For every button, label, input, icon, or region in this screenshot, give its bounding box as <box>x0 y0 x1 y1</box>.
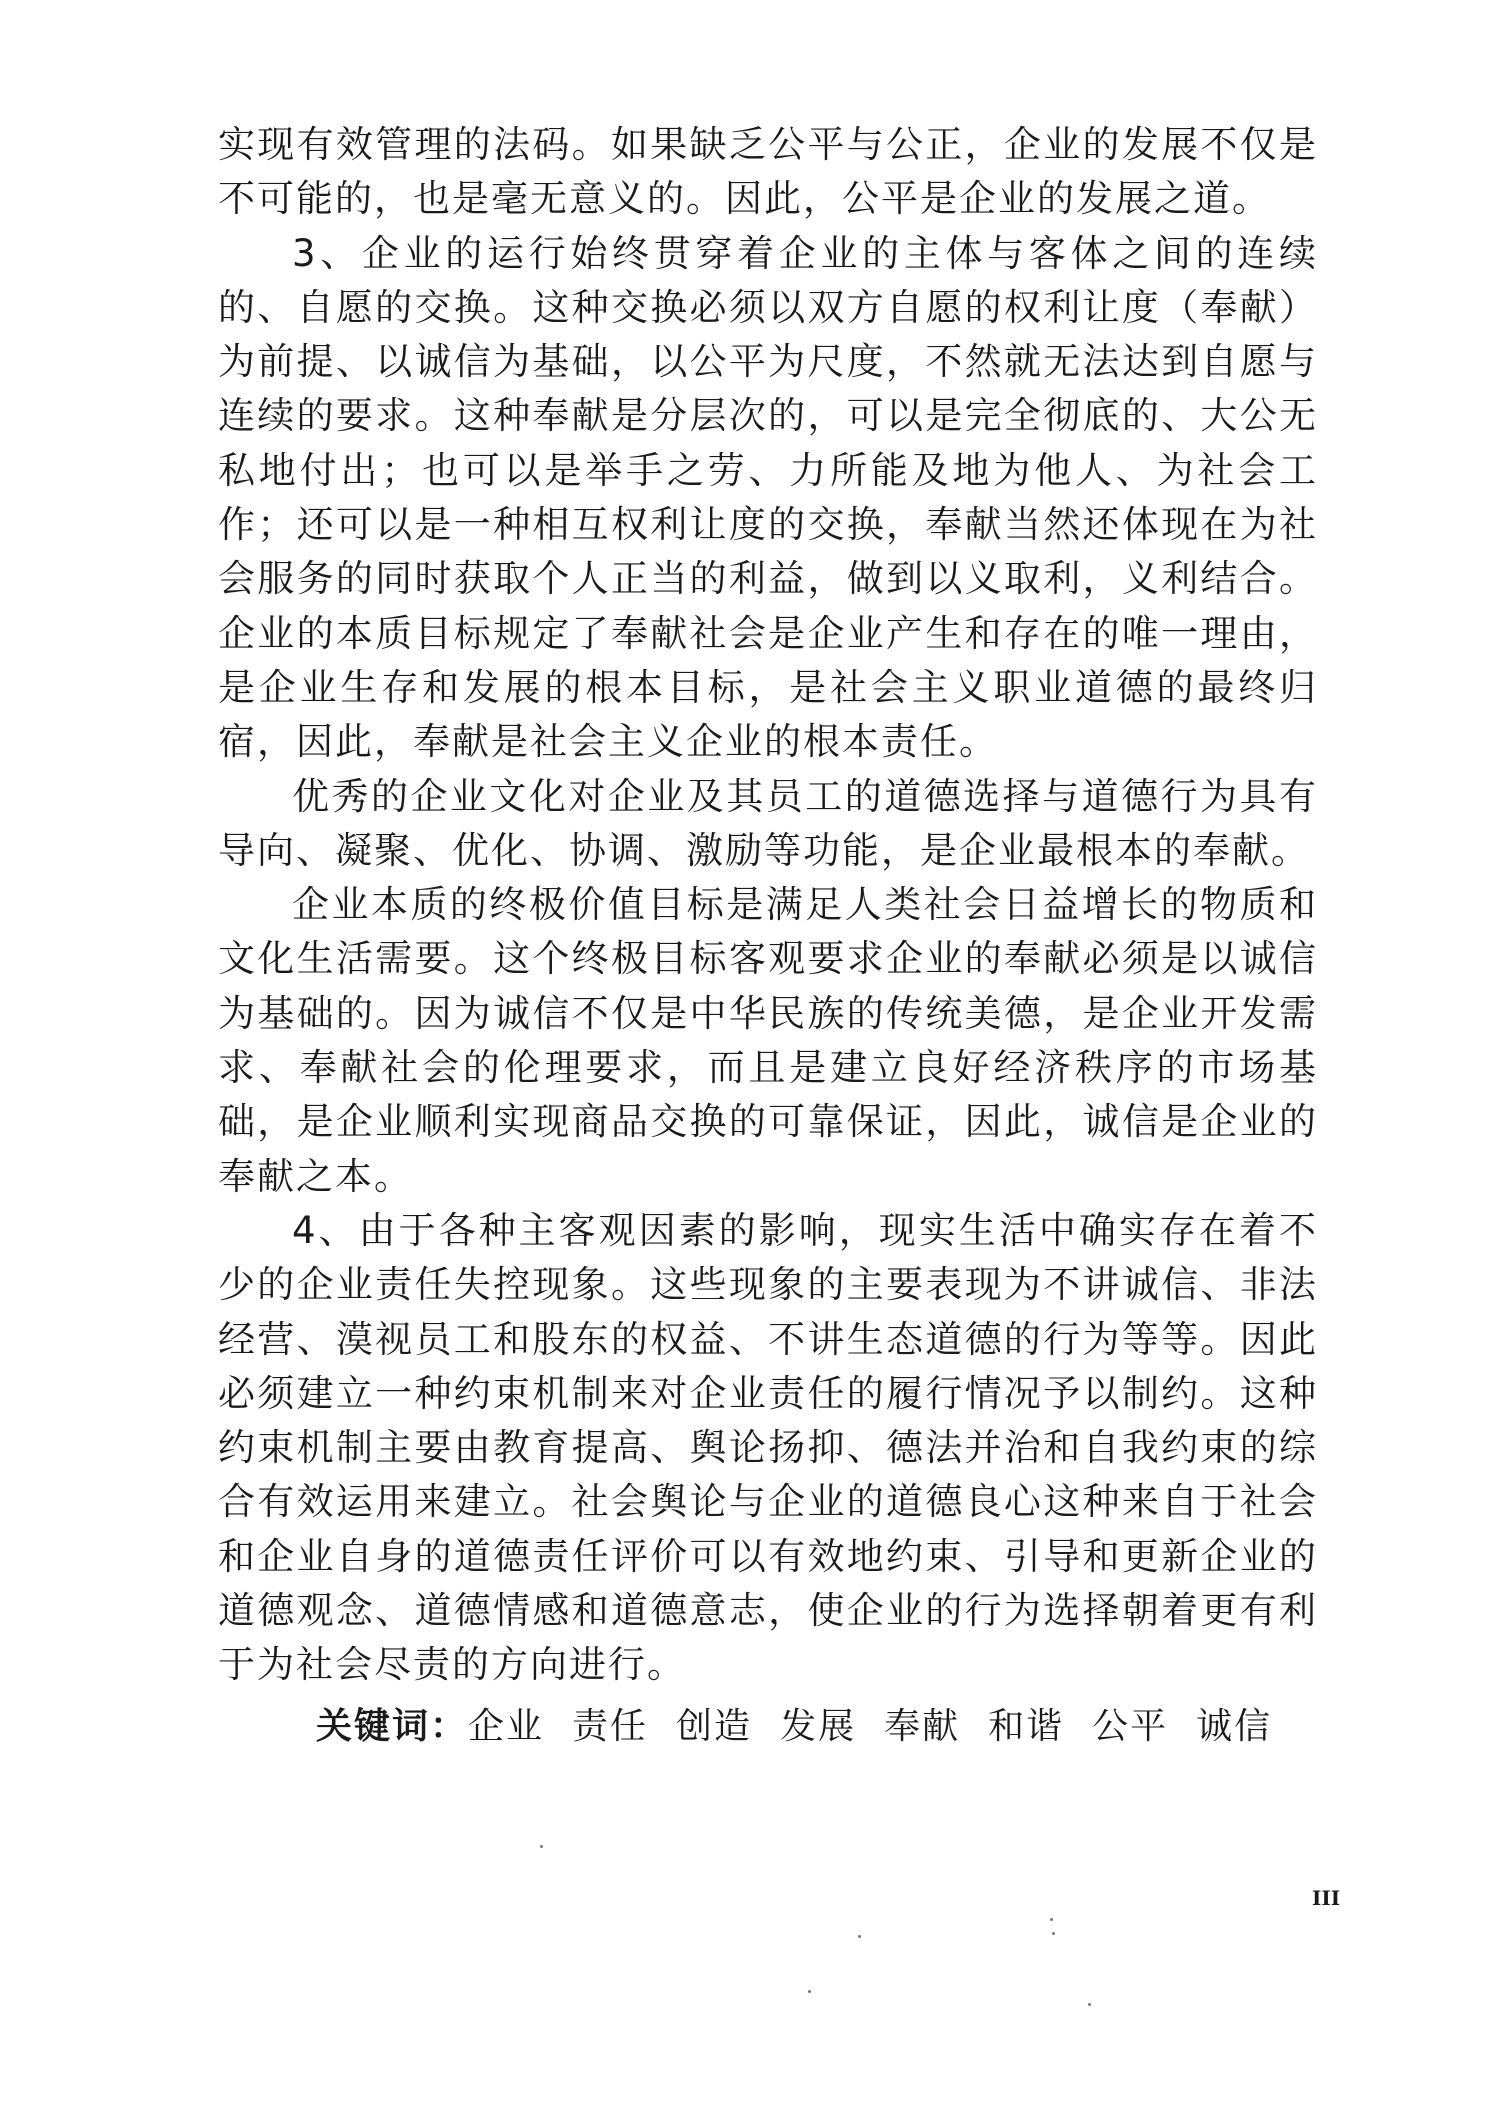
paragraph-integrity: 企业本质的终极价值目标是满足人类社会日益增长的物质和文化生活需要。这个终极目标客观要求企业的奉献必须是以诚信为基础的。因为诚信不仅是中华民族的传统美德，是企业开发需求、奉献社会的伦理要求，而且是建立良好经济秩序的市场基础，是企业顺利实现商品交换的可靠保证，因此，诚信是企业的奉献之本。 <box>218 883 1318 1198</box>
keyword-item: 责任 <box>572 1706 649 1747</box>
keyword-item: 创造 <box>676 1706 753 1747</box>
paragraph-corporate-culture: 优秀的企业文化对企业及其员工的道德选择与道德行为具有导向、凝聚、优化、协调、激励等功能，是企业最根本的奉献。 <box>218 774 1318 872</box>
keyword-item: 和谐 <box>988 1706 1065 1747</box>
body-text <box>218 118 1318 1693</box>
paragraph-point-4: 4、由于各种主客观因素的影响，现实生活中确实存在着不少的企业责任失控现象。这些现象的主要表现为不讲诚信、非法经营、漠视员工和股东的权益、不讲生态道德的行为等等。因此必须建立一种约束机制来对企业责任的履行情况予以制约。这种约束机制主要由教育提高、舆论扬抑、德法并治和自我约束的综合有效运用来建立。社会舆论与企业的道德良心这种来自于社会和企业自身的道德责任评价可以有效地约束、引导和更新企业的道德观念、道德情感和道德意志，使企业的行为选择朝着更有利于为社会尽责的方向进行。 <box>218 1208 1318 1687</box>
keyword-item: 发展 <box>780 1706 857 1747</box>
scan-speck <box>1050 1918 1053 1921</box>
keyword-item: 企业 <box>468 1706 545 1747</box>
keywords-line <box>316 1698 1272 1749</box>
keyword-item: 奉献 <box>884 1706 961 1747</box>
keyword-item: 诚信 <box>1196 1706 1273 1747</box>
scan-speck <box>1088 2003 1091 2006</box>
paragraph-point-3: 3、企业的运行始终贯穿着企业的主体与客体之间的连续的、自愿的交换。这种交换必须以双方自愿的权利让度（奉献）为前提、以诚信为基础，以公平为尺度，不然就无法达到自愿与连续的要求。这种奉献是分层次的，可以是完全彻底的、大公无私地付出；也可以是举手之劳、力所能及地为他人、为社会工作；还可以是一种相互权利让度的交换，奉献当然还体现在为社会服务的同时获取个人正当的利益，做到以义取利，义利结合。企业的本质目标规定了奉献社会是企业产生和存在的唯一理由，是企业生存和发展的根本目标，是社会主义职业道德的最终归宿，因此，奉献是社会主义企业的根本责任。 <box>218 231 1318 764</box>
scan-speck <box>540 1845 543 1848</box>
scan-speck <box>1052 1932 1055 1935</box>
keywords-label: 关键词： <box>316 1706 469 1747</box>
scan-speck <box>858 1935 861 1938</box>
scan-speck <box>808 1990 811 1993</box>
keyword-item: 公平 <box>1092 1706 1169 1747</box>
page-number: III <box>1312 1886 1341 1910</box>
paragraph-continuation: 实现有效管理的法码。如果缺乏公平与公正，企业的发展不仅是不可能的，也是毫无意义的。因此，公平是企业的发展之道。 <box>218 123 1318 221</box>
